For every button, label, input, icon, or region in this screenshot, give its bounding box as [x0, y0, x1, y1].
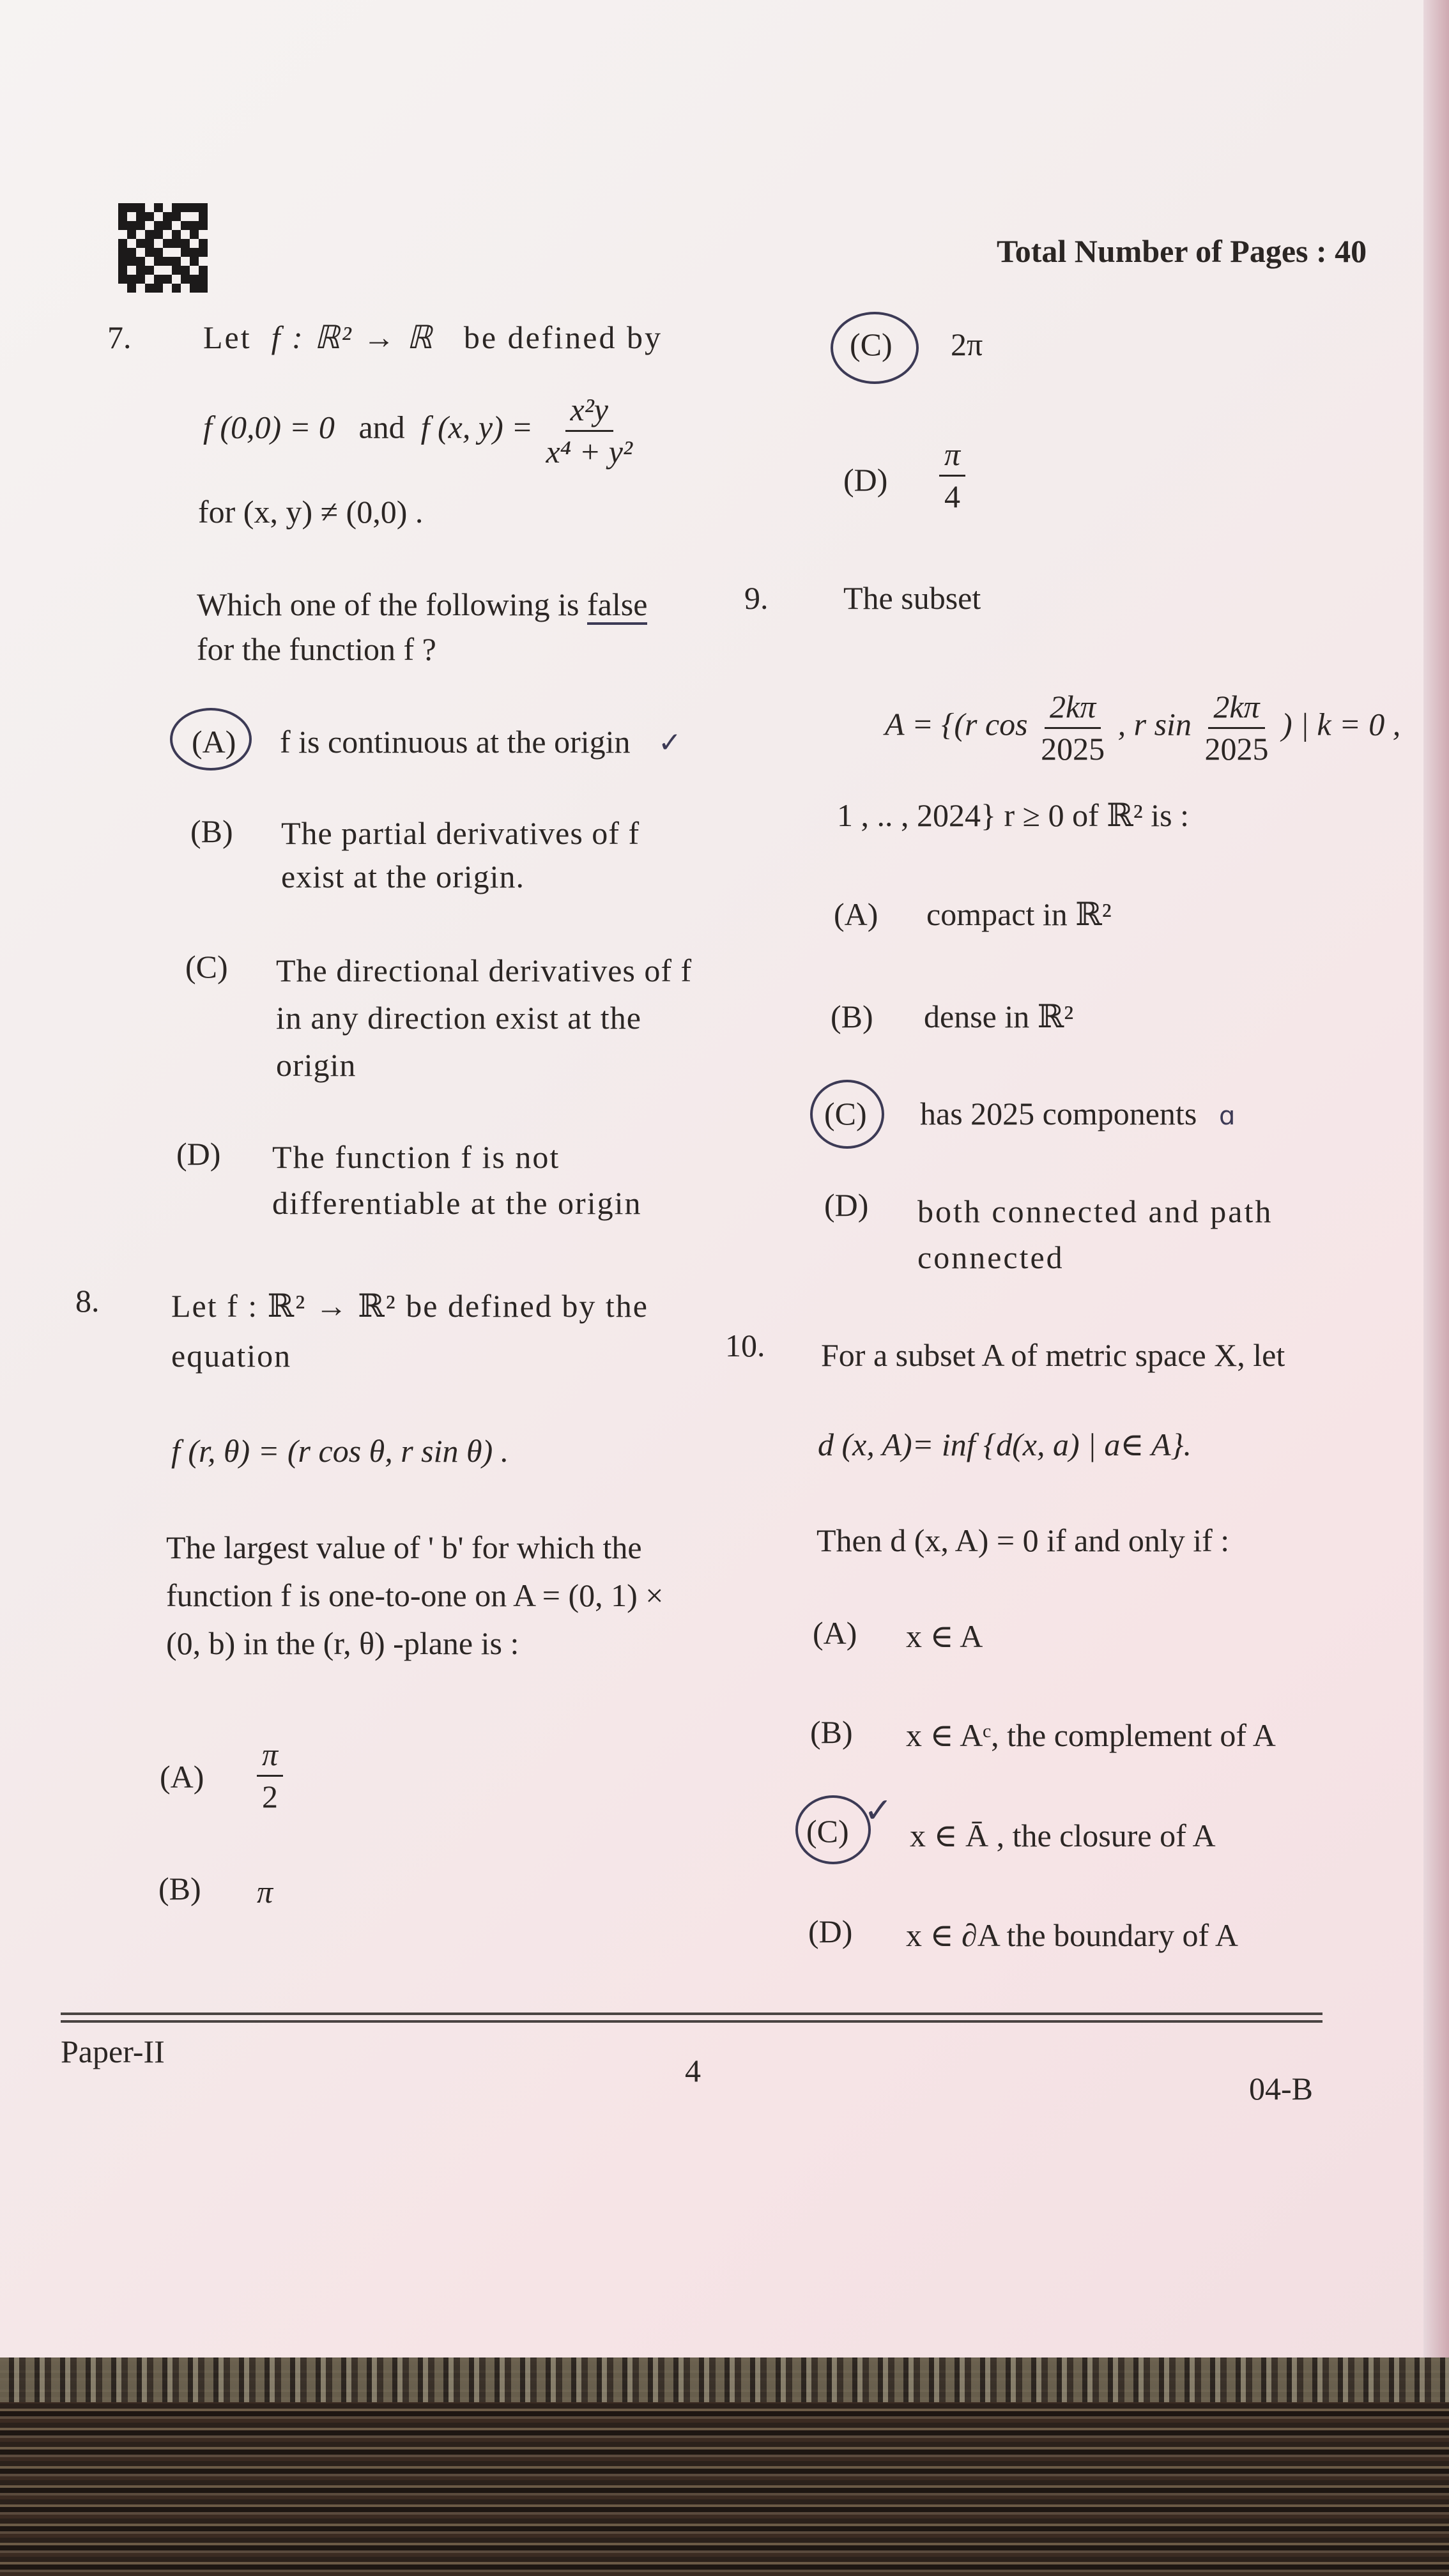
q10-option-c-label: (C): [806, 1813, 849, 1849]
q7-number: 7.: [107, 319, 132, 355]
footer-rule: [61, 2020, 1322, 2023]
q10-definition: d (x, A)= inf {d(x, a) | a∈ A}.: [818, 1427, 1192, 1462]
q8-equation: f (r, θ) = (r cos θ, r sin θ) .: [171, 1433, 509, 1469]
q8-intro: Let f : ℝ² → ℝ² be defined by the equation: [171, 1288, 648, 1374]
q8-question: The largest value of ' b' for which the function f is one-to-one on A = (0, 1) × (0, b) in the (r, θ) -plane is :: [166, 1529, 664, 1661]
q10-option-c-text: x ∈ Ā , the closure of A: [910, 1818, 1216, 1853]
q9-option-b-label: (B): [831, 999, 873, 1034]
footer-code: 04-B: [1249, 2071, 1313, 2106]
q7-condition: for (x, y) ≠ (0,0) .: [198, 494, 424, 530]
q7-option-b-label: (B): [190, 813, 233, 849]
q8-option-a-label: (A): [160, 1759, 204, 1795]
q9-option-d-text: both connected and path connected: [917, 1193, 1273, 1275]
q10-option-a-text: x ∈ A: [906, 1618, 983, 1654]
q9-set-line2: 1 , .. , 2024} r ≥ 0 of ℝ² is :: [837, 797, 1190, 833]
check-mark-icon: ✓: [864, 1790, 893, 1830]
total-pages: Total Number of Pages : 40: [997, 233, 1367, 269]
q10-question: Then d (x, A) = 0 if and only if :: [816, 1522, 1230, 1558]
q8-option-b-text: π: [257, 1874, 273, 1910]
check-mark-icon: ✓: [658, 726, 682, 759]
footer-page-number: 4: [685, 2053, 701, 2089]
q7-option-d-text: The function f is not differentiable at the origin: [272, 1139, 642, 1221]
cross-mark-icon: ɑ: [1219, 1101, 1236, 1131]
q10-option-d-text: x ∈ ∂A the boundary of A: [906, 1917, 1238, 1953]
q10-option-a-label: (A): [813, 1615, 857, 1651]
page-edge: [1423, 0, 1449, 2358]
q7-option-c-text: The directional derivatives of f in any direction exist at the origin: [276, 953, 693, 1083]
q7-tail-option-c-label: (C): [850, 326, 893, 362]
q7-tail-option-c-text: 2π: [951, 326, 983, 362]
q7-tail-option-d-label: (D): [843, 462, 888, 498]
q9-number: 9.: [744, 580, 769, 616]
q9-set-definition: A = {(r cos $\frac{2k\pi}{2025}$ , r sin $\frac{2k\pi}{2025}$ ) | k = 0 ,: [885, 687, 1400, 769]
qr-code-icon: [118, 203, 208, 293]
footer-rule: [61, 2012, 1322, 2015]
q9-option-c-text: has 2025 components: [920, 1096, 1197, 1131]
q7-option-c-label: (C): [185, 949, 228, 985]
q8-option-a-value: $\frac{\pi}{2}$: [257, 1735, 283, 1816]
q7-option-a-label: (A): [192, 724, 236, 760]
q9-option-d-label: (D): [824, 1187, 869, 1223]
q7-option-b-text: The partial derivatives of f exist at the origin.: [281, 815, 640, 894]
q10-intro: For a subset A of metric space X, let: [821, 1337, 1285, 1373]
q10-number: 10.: [725, 1328, 765, 1363]
q9-option-c-label: (C): [824, 1096, 867, 1131]
q7-option-d-label: (D): [176, 1136, 221, 1172]
q7-question-line2: for the function f ?: [197, 631, 436, 667]
q7-tail-option-d-value: $\frac{\pi}{4}$: [939, 434, 965, 516]
q7-intro: Let f : ℝ² → ℝ be defined by: [203, 319, 663, 355]
q10-option-b-text: x ∈ Aᶜ, the complement of A: [906, 1717, 1276, 1753]
fabric-border: [0, 2358, 1449, 2402]
q7-option-a-text: f is continuous at the origin: [280, 724, 631, 760]
q10-option-d-label: (D): [808, 1913, 853, 1949]
q7-question: Which one of the following is false: [197, 585, 647, 625]
q9-option-a-text: compact in ℝ²: [926, 896, 1112, 932]
q8-option-b-label: (B): [158, 1871, 201, 1906]
q7-definition: f (0,0) = 0 and f (x, y) = $\frac{\text{x²y}}{\text{x⁴ + y²}}$: [203, 390, 638, 471]
q9-option-a-label: (A): [834, 896, 878, 932]
q8-number: 8.: [75, 1283, 100, 1319]
q9-intro: The subset: [843, 580, 981, 616]
q9-option-b-text: dense in ℝ²: [924, 999, 1074, 1034]
q10-option-b-label: (B): [810, 1714, 853, 1750]
footer-paper: Paper-II: [61, 2034, 165, 2069]
